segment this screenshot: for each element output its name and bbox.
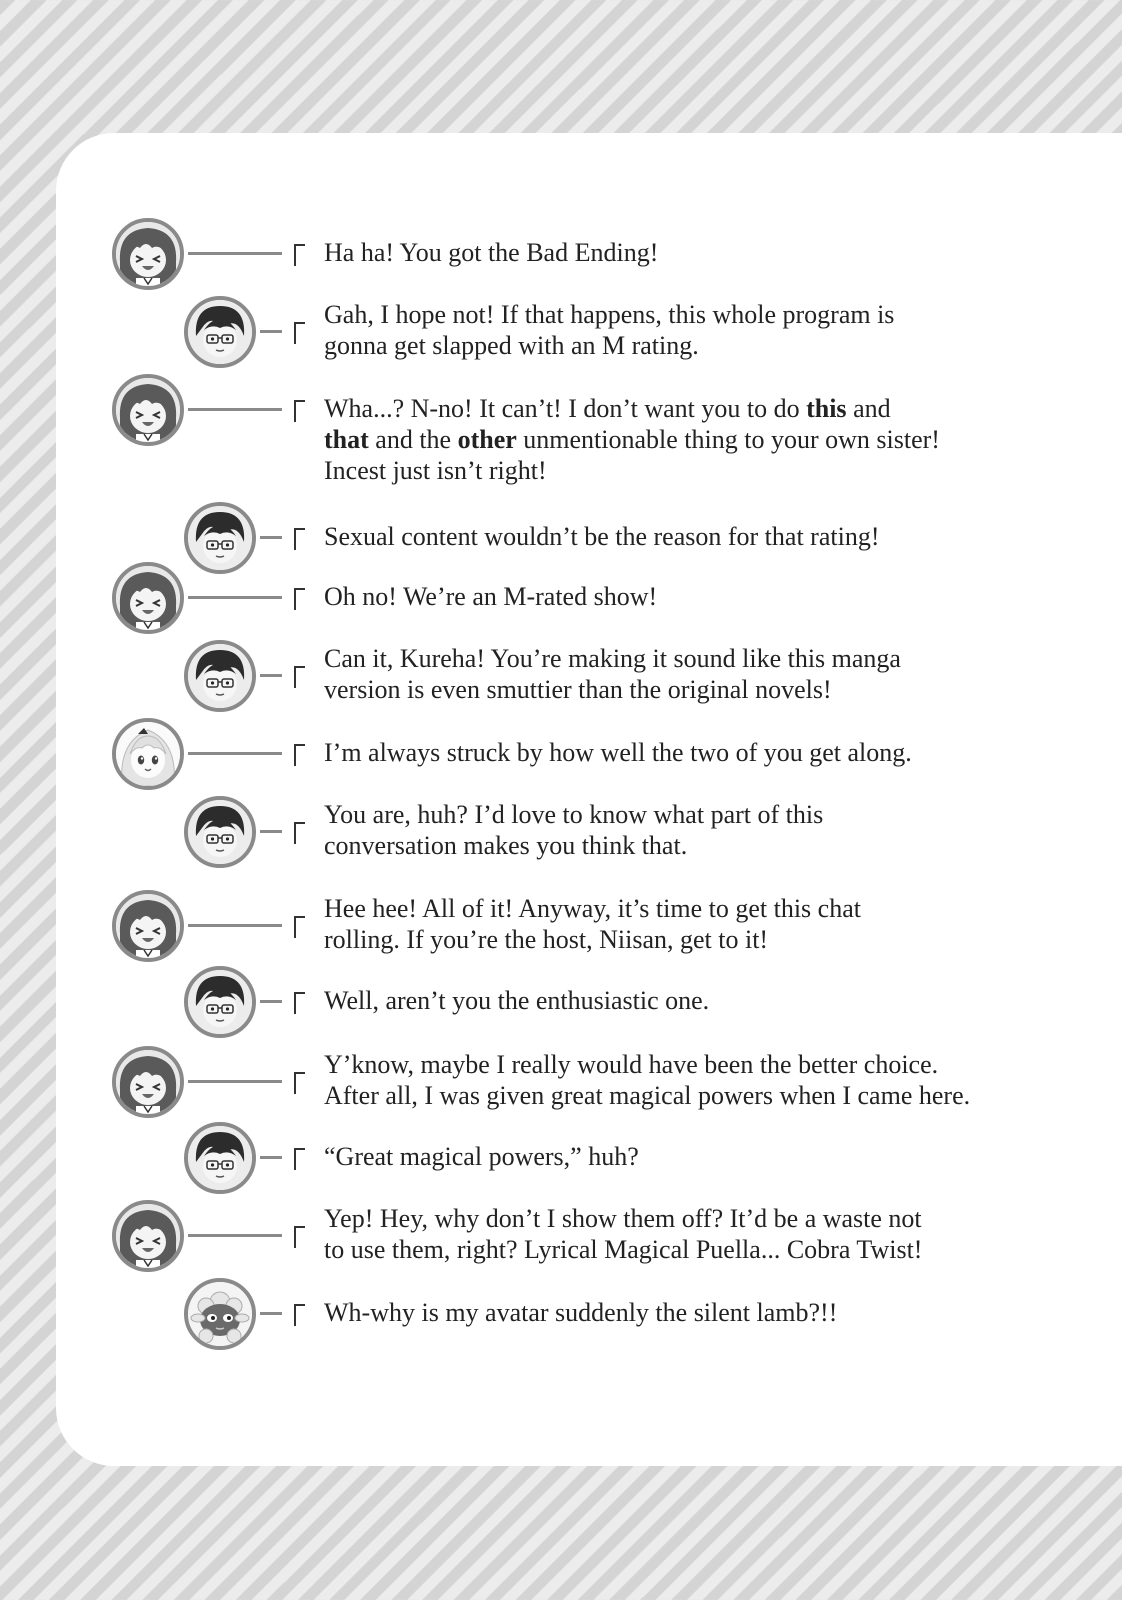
connector-line (260, 674, 282, 677)
niisan-avatar (184, 796, 256, 868)
chat-message-text: “Great magical powers,” huh? (324, 1142, 639, 1171)
chat-message-row (0, 888, 1040, 968)
quote-bracket (294, 666, 305, 688)
quote-bracket (294, 916, 305, 938)
chat-message-text: Wha...? N-no! It can’t! I don’t want you to do this and that and the other unmentionable thing to your own sister! Incest just isn’t right! (324, 394, 940, 485)
chat-message-row (0, 964, 1040, 1044)
silent-lamb-avatar (184, 1278, 256, 1350)
connector-line (188, 252, 282, 255)
chat-message-row (0, 216, 1040, 296)
chat-message-text: Yep! Hey, why don’t I show them off? It’d be a waste not to use them, right? Lyrical Magical Puella... Cobra Twist! (324, 1204, 923, 1264)
emphasis-this: this (806, 394, 847, 423)
connector-line (260, 830, 282, 833)
quote-bracket (294, 528, 305, 550)
quote-bracket (294, 244, 305, 266)
connector-line (188, 752, 282, 755)
quote-bracket (294, 588, 305, 610)
kureha-avatar (112, 562, 184, 634)
connector-line (260, 536, 282, 539)
quote-bracket (294, 744, 305, 766)
chat-message-text: Hee hee! All of it! Anyway, it’s time to get this chat rolling. If you’re the host, Niisan, get to it! (324, 894, 861, 954)
connector-line (188, 596, 282, 599)
quote-bracket (294, 1304, 305, 1326)
chat-message-text: Ha ha! You got the Bad Ending! (324, 238, 659, 267)
quote-bracket (294, 992, 305, 1014)
connector-line (188, 408, 282, 411)
niisan-avatar (184, 1122, 256, 1194)
chat-message-text: Gah, I hope not! If that happens, this whole program is gonna get slapped with an M rating. (324, 300, 895, 360)
chat-message-row (0, 1044, 1040, 1124)
chat-message-row (0, 560, 1040, 640)
chat-message-row (0, 294, 1040, 374)
chat-message-text: Y’know, maybe I really would have been the better choice. After all, I was given great magical powers when I came here. (324, 1050, 971, 1110)
connector-line (188, 1234, 282, 1237)
chat-message-row (0, 372, 1040, 485)
quote-bracket (294, 822, 305, 844)
connector-line (260, 330, 282, 333)
connector-line (260, 1000, 282, 1003)
blonde-girl-avatar (112, 718, 184, 790)
chat-message-text: I’m always struck by how well the two of you get along. (324, 738, 912, 767)
chat-message-row (0, 638, 1040, 718)
emphasis-that: that (324, 425, 369, 454)
chat-message-text: Can it, Kureha! You’re making it sound like this manga version is even smuttier than the original novels! (324, 644, 901, 704)
kureha-avatar (112, 218, 184, 290)
connector-line (188, 1080, 282, 1083)
quote-bracket (294, 1148, 305, 1170)
chat-message-text: Well, aren’t you the enthusiastic one. (324, 986, 710, 1015)
connector-line (188, 924, 282, 927)
quote-bracket (294, 1226, 305, 1248)
quote-bracket (294, 322, 305, 344)
chat-message-text: Wh-why is my avatar suddenly the silent lamb?!! (324, 1298, 838, 1327)
niisan-avatar (184, 296, 256, 368)
chat-message-row (0, 794, 1040, 874)
quote-bracket (294, 400, 305, 422)
kureha-avatar (112, 1046, 184, 1118)
kureha-avatar (112, 1200, 184, 1272)
niisan-avatar (184, 640, 256, 712)
connector-line (260, 1312, 282, 1315)
chat-message-row (0, 1120, 1040, 1200)
chat-message-row (0, 716, 1040, 796)
emphasis-other: other (457, 425, 517, 454)
kureha-avatar (112, 374, 184, 446)
kureha-avatar (112, 890, 184, 962)
chat-message-row (0, 1198, 1040, 1278)
quote-bracket (294, 1072, 305, 1094)
chat-message-text: Sexual content wouldn’t be the reason for that rating! (324, 522, 880, 551)
chat-message-text: Oh no! We’re an M-rated show! (324, 582, 658, 611)
niisan-avatar (184, 966, 256, 1038)
connector-line (260, 1156, 282, 1159)
chat-message-text: You are, huh? I’d love to know what part of this conversation makes you think that. (324, 800, 824, 860)
chat-message-row (0, 1276, 1040, 1356)
